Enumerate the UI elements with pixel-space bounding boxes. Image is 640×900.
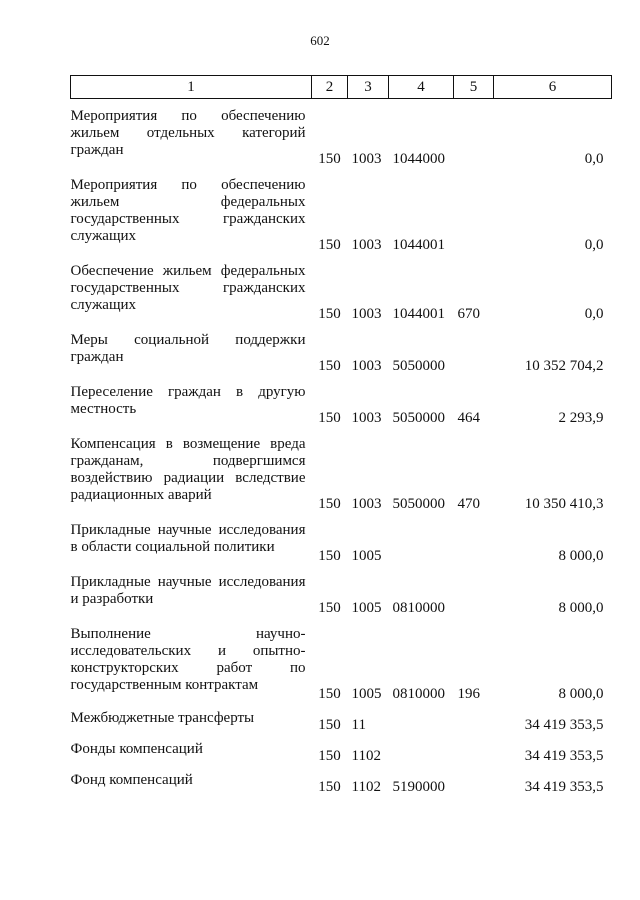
row-amount: 2 293,9: [558, 410, 604, 426]
row-expense-type: [454, 513, 494, 565]
column-header-2: 2: [312, 76, 348, 99]
row-amount: 0,0: [584, 237, 604, 253]
row-ministry-code: 150: [318, 600, 341, 616]
row-amount: 8 000,0: [558, 600, 604, 616]
row-name: Прикладные научные исследования в области социальной политики: [70, 522, 306, 555]
row-section-code: 1003: [351, 306, 382, 322]
row-section-code: 1102: [351, 779, 381, 795]
row-target-article: [389, 513, 454, 565]
row-name: Компенсация в возмещение вреда гражданам, подвергшимся воздействию радиации вследствие радиационных аварий: [70, 436, 306, 503]
row-expense-type: 670: [457, 306, 480, 322]
column-header-5: 5: [454, 76, 494, 99]
row-target-article: 5050000: [392, 410, 445, 426]
table-row: [71, 99, 612, 169]
row-target-article: 0810000: [392, 686, 445, 702]
row-section-code: 1003: [351, 496, 382, 512]
row-amount: 34 419 353,5: [524, 748, 604, 764]
row-amount: 10 352 704,2: [524, 358, 604, 374]
row-ministry-code: 150: [318, 548, 341, 564]
table-row: [71, 703, 612, 734]
table-row: [71, 565, 612, 617]
row-target-article: 1044001: [392, 306, 445, 322]
table-row: [71, 617, 612, 703]
row-section-code: 1003: [351, 237, 382, 253]
row-amount: 34 419 353,5: [524, 717, 604, 733]
row-ministry-code: 150: [318, 306, 341, 322]
row-name: Фонды компенсаций: [70, 741, 203, 757]
table-header-row: [71, 76, 612, 99]
row-ministry-code: 150: [318, 779, 341, 795]
row-name: Выполнение научно-исследовательских и опытно-конструкторских работ по государственным контрактам: [70, 626, 306, 693]
row-target-article: 0810000: [392, 600, 445, 616]
row-amount: 34 419 353,5: [524, 779, 604, 795]
row-expense-type: 470: [457, 496, 480, 512]
row-amount: 8 000,0: [558, 548, 604, 564]
row-section-code: 1005: [351, 600, 382, 616]
row-ministry-code: 150: [318, 717, 341, 733]
row-ministry-code: 150: [318, 237, 341, 253]
table-row: [71, 765, 612, 796]
row-section-code: 1005: [351, 686, 382, 702]
row-name: Мероприятия по обеспечению жильем федеральных государственных гражданских служащих: [70, 177, 306, 244]
row-expense-type: [454, 168, 494, 254]
row-target-article: [389, 734, 454, 765]
row-name: Меры социальной поддержки граждан: [70, 332, 306, 365]
row-expense-type: [454, 99, 494, 169]
column-header-1: 1: [71, 76, 312, 99]
row-name: Прикладные научные исследования и разработки: [70, 574, 306, 607]
row-expense-type: [454, 765, 494, 796]
row-ministry-code: 150: [318, 358, 341, 374]
table-row: [71, 513, 612, 565]
row-expense-type: 464: [457, 410, 480, 426]
row-target-article: 1044000: [392, 151, 445, 167]
row-name: Фонд компенсаций: [70, 772, 193, 788]
row-expense-type: [454, 734, 494, 765]
row-name: Обеспечение жильем федеральных государственных гражданских служащих: [70, 263, 306, 313]
row-section-code: 1003: [351, 358, 382, 374]
budget-table: [70, 75, 612, 796]
row-target-article: 5190000: [392, 779, 445, 795]
row-target-article: 1044001: [392, 237, 445, 253]
table-row: [71, 254, 612, 323]
row-section-code: 1005: [351, 548, 382, 564]
page-number: 602: [310, 33, 330, 48]
row-expense-type: [454, 703, 494, 734]
row-amount: 8 000,0: [558, 686, 604, 702]
row-ministry-code: 150: [318, 748, 341, 764]
row-expense-type: 196: [457, 686, 480, 702]
row-target-article: [389, 703, 454, 734]
column-header-3: 3: [348, 76, 389, 99]
row-target-article: 5050000: [392, 496, 445, 512]
row-ministry-code: 150: [318, 686, 341, 702]
table-row: [71, 323, 612, 375]
column-header-4: 4: [389, 76, 454, 99]
row-ministry-code: 150: [318, 151, 341, 167]
table-row: [71, 734, 612, 765]
row-amount: 0,0: [584, 306, 604, 322]
table-row: [71, 168, 612, 254]
row-target-article: 5050000: [392, 358, 445, 374]
row-name: Мероприятия по обеспечению жильем отдельных категорий граждан: [70, 108, 306, 158]
row-ministry-code: 150: [318, 410, 341, 426]
row-expense-type: [454, 565, 494, 617]
row-section-code: 1003: [351, 151, 382, 167]
table-row: [71, 427, 612, 513]
row-section-code: 11: [351, 717, 366, 733]
row-expense-type: [454, 323, 494, 375]
row-amount: 10 350 410,3: [524, 496, 604, 512]
row-ministry-code: 150: [318, 496, 341, 512]
table-row: [71, 375, 612, 427]
row-section-code: 1003: [351, 410, 382, 426]
row-amount: 0,0: [584, 151, 604, 167]
row-name: Межбюджетные трансферты: [70, 710, 255, 726]
column-header-6: 6: [494, 76, 612, 99]
row-name: Переселение граждан в другую местность: [70, 384, 306, 417]
row-section-code: 1102: [351, 748, 381, 764]
